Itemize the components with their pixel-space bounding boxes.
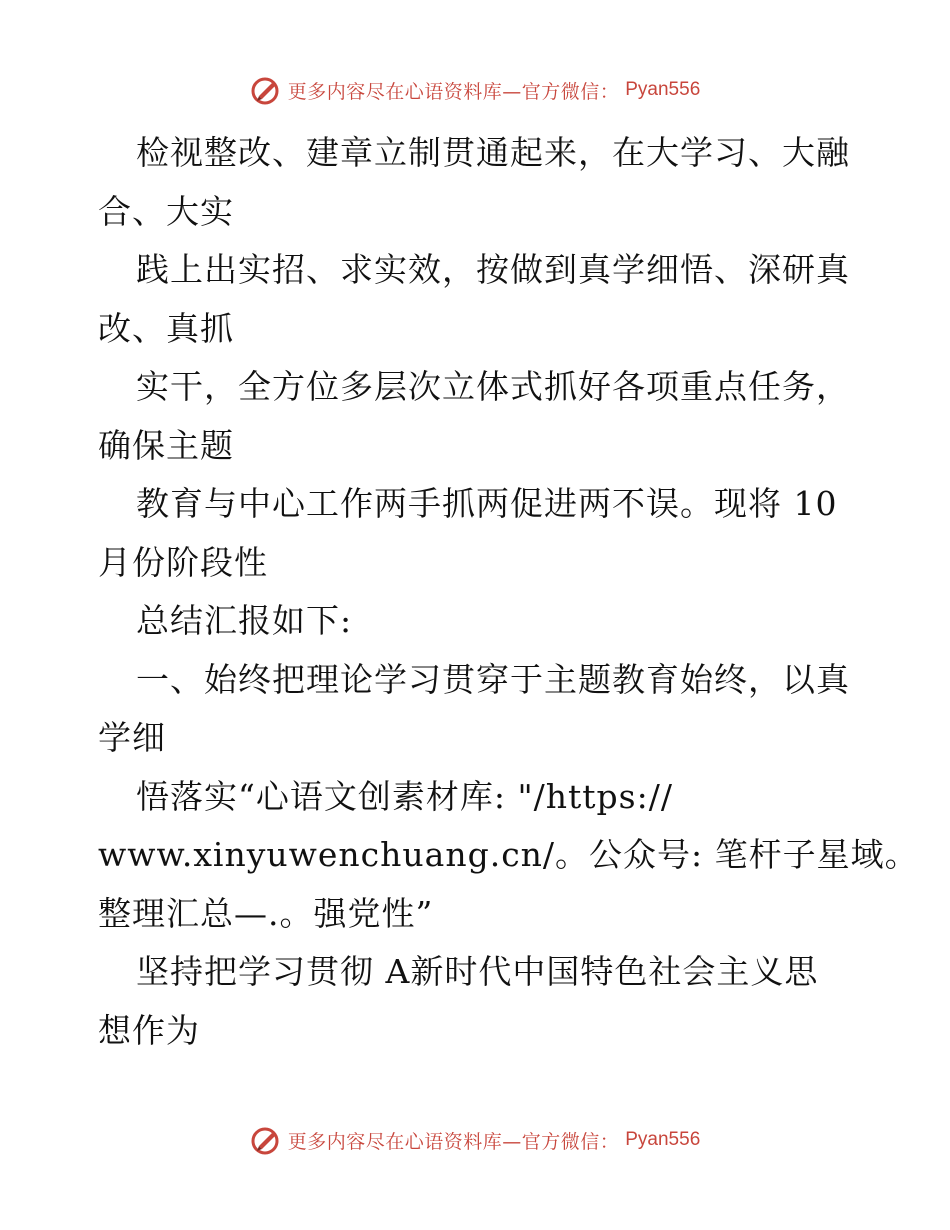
body-line-12: 悟落实“心语文创素材库: "/https:// xyxy=(136,776,673,816)
body-line-13: www.xinyuwenchuang.cn/。公众号: 笔杆子星域。 xyxy=(98,835,919,874)
body-line-3: 践上出实招、求实效，按做到真学细悟、深研真 xyxy=(136,250,850,289)
body-line-16: 想作为 xyxy=(98,1010,200,1050)
header-banner-text: 更多内容尽在心语资料库—官方微信： xyxy=(287,80,620,103)
body-line-2: 合、大实 xyxy=(98,191,234,231)
body-line-9: 总结汇报如下: xyxy=(136,601,353,640)
body-line-14: 整理汇总—.。强党性” xyxy=(98,893,434,933)
header-banner-inner xyxy=(250,74,701,106)
body-line-8: 月份阶段性 xyxy=(98,542,268,582)
body-line-1: 检视整改、建章立制贯通起来，在大学习、大融 xyxy=(136,133,850,172)
body-line-5: 实干，全方位多层次立体式抓好各项重点任务， xyxy=(136,367,850,406)
footer-banner xyxy=(0,1120,950,1160)
header-wechat-id: Pyan556 xyxy=(625,79,701,100)
body-line-7: 教育与中心工作两手抓两促进两不误。现将 10 xyxy=(136,484,838,523)
pen-logo-icon xyxy=(250,1124,282,1156)
body-line-11: 学细 xyxy=(98,718,166,757)
body-line-10: 一、始终把理论学习贯穿于主题教育始终，以真 xyxy=(136,659,850,699)
footer-wechat-id: Pyan556 xyxy=(625,1129,701,1150)
body-line-6: 确保主题 xyxy=(98,425,234,465)
footer-banner-text: 更多内容尽在心语资料库—官方微信： xyxy=(287,1130,620,1153)
body-line-4: 改、真抓 xyxy=(98,308,234,348)
body-line-15: 坚持把学习贯彻 A新时代中国特色社会主义思 xyxy=(136,952,819,991)
footer-banner-inner xyxy=(250,1124,701,1156)
header-banner xyxy=(0,70,950,110)
document-body xyxy=(98,124,919,1060)
pen-logo-icon xyxy=(250,74,282,106)
